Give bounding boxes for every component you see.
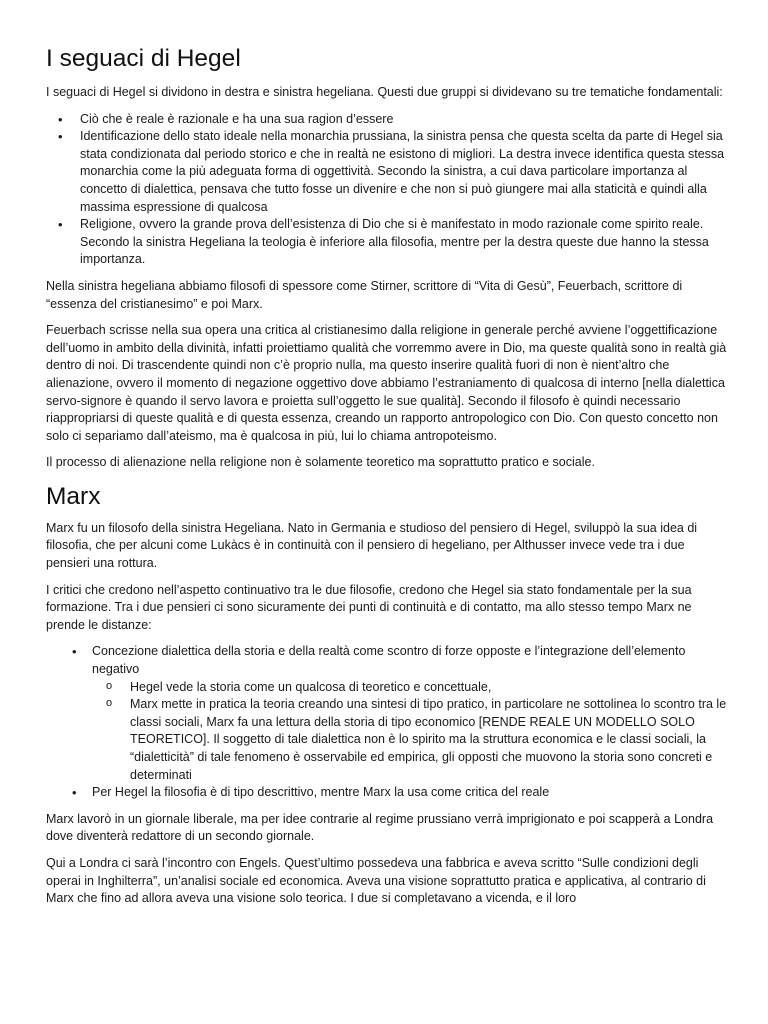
paragraph-marx-journal: Marx lavorò in un giornale liberale, ma per idee contrarie al regime prussiano verrà imprigionato e poi scapperà a Londra dove diventerà redattore di un secondo giornale. (46, 811, 714, 844)
paragraph-engels: Qui a Londra ci sarà l’incontro con Engels. Quest’ultimo possedeva una fabbrica e aveva scritto “Sulle condizioni degli operai in Inghilterra”, un’analisi sociale ed economica. Aveva una visione soprattutto pratica e applicativa, al contrario di Marx che fino ad allora aveva una visione solo teorica. I due si completavano a vicenda, e il loro (46, 855, 706, 906)
marx-differences-list (46, 643, 728, 801)
paragraph-left-hegelians: Nella sinistra hegeliana abbiamo filosofi di spessore come Stirner, scrittore di “Vita di Gesù”, Feuerbach, scrittore di “essenza del cristianesimo” e poi Marx. (46, 278, 683, 311)
list-item: • Identificazione dello stato ideale nella monarchia prussiana, la sinistra pensa che questa scelta da parte di Hegel sia stata condizionata dal periodo storico e che in realtà ne esistono di migliori. La destra invece identifica questa stessa monarchia come la più adeguata forma di oggettività. Secondo la sinistra, a cui dava particolare importanza al concetto di dialettica, pensava che tutto fosse un divenire e che non si può giungere mai alla staticità e quindi alla massima espressione di qualcosa (46, 128, 728, 216)
list-item: • Per Hegel la filosofia è di tipo descrittivo, mentre Marx la usa come critica del reale (46, 784, 728, 802)
list-item-text: Concezione dialettica della storia e della realtà come scontro di forze opposte e l’integrazione dell’elemento negativo (92, 644, 686, 677)
sub-list (92, 679, 728, 785)
sub-list-item: o Marx mette in pratica la teoria creando una sintesi di tipo pratico, in particolare ne sottolinea lo scontro tra le classi sociali, Marx fa una lettura della storia di tipo economico [RENDE REALE UN MODELLO SOLO TEORETICO]. Il soggetto di tale dialettica non è lo spirito ma la struttura economica e le classi sociali, la “dialetticità” di tale fenomeno è osservabile ed empirica, gli opposti che muovono la storia sono concreti e determinati (92, 696, 728, 784)
paragraph-critics: I critici che credono nell’aspetto continuativo tra le due filosofie, credono che Hegel sia stato fondamentale per la sua formazione. Tra i due pensieri ci sono sicuramente dei punti di continuità e di contatto, ma allo stesso tempo Marx ne prende le distanze: (46, 582, 692, 632)
list-item (46, 643, 728, 784)
themes-list (46, 111, 728, 269)
list-item: • Religione, ovvero la grande prova dell’esistenza di Dio che si è manifestato in modo razionale come spirito reale. Secondo la sinistra Hegeliana la teologia è inferiore alla filosofia, mentre per la destra queste due hanno la stessa importanza. (46, 216, 728, 269)
section-title-hegel-followers: I seguaci di Hegel (46, 45, 241, 72)
paragraph-feuerbach: Feuerbach scrisse nella sua opera una critica al cristianesimo dalla religione in generale perché avviene l’oggettificazione dell’uomo in ambito della divinità, infatti proiettiamo qualità che vorremmo avere in Dio, ma queste qualità sono in realtà già dentro di noi. Di trascendente quindi non c’è proprio nulla, ma questo inserire qualità fuori di non è nient’altro che alienazione, ovvero il momento di negazione oggettivo dove abbiamo l’estraniamento di qualcosa di interno [nella dialettica servo-signore è quando il servo lavora e proietta sull’oggetto le sue qualità]. Secondo il filosofo è quindi necessario riappropriarsi di queste qualità e di questa essenza, creando un rapporto antropologico con Dio. Con questo concetto non solo ci separiamo dall’ateismo, ma è qualcosa in più, lui lo chiama antropoteismo. (46, 323, 727, 443)
paragraph-marx-intro: Marx fu un filosofo della sinistra Hegeliana. Nato in Germania e studioso del pensiero di Hegel, sviluppò la sua idea di filosofia, che per alcuni come Lukàcs è in continuità con il pensiero di hegeliano, per Althusser invece vede tra i due pensieri una rottura. (46, 520, 698, 571)
paragraph-alienation: Il processo di alienazione nella religione non è solamente teoretico ma soprattutto pratico e sociale. (46, 455, 595, 470)
paragraph-intro: I seguaci di Hegel si dividono in destra e sinistra hegeliana. Questi due gruppi si dividevano su tre tematiche fondamentali: (46, 85, 723, 99)
list-item: • Ciò che è reale è razionale e ha una sua ragion d’essere (46, 111, 728, 129)
sub-list-item: o Hegel vede la storia come un qualcosa di teoretico e concettuale, (92, 679, 728, 697)
section-title-marx: Marx (46, 482, 101, 510)
